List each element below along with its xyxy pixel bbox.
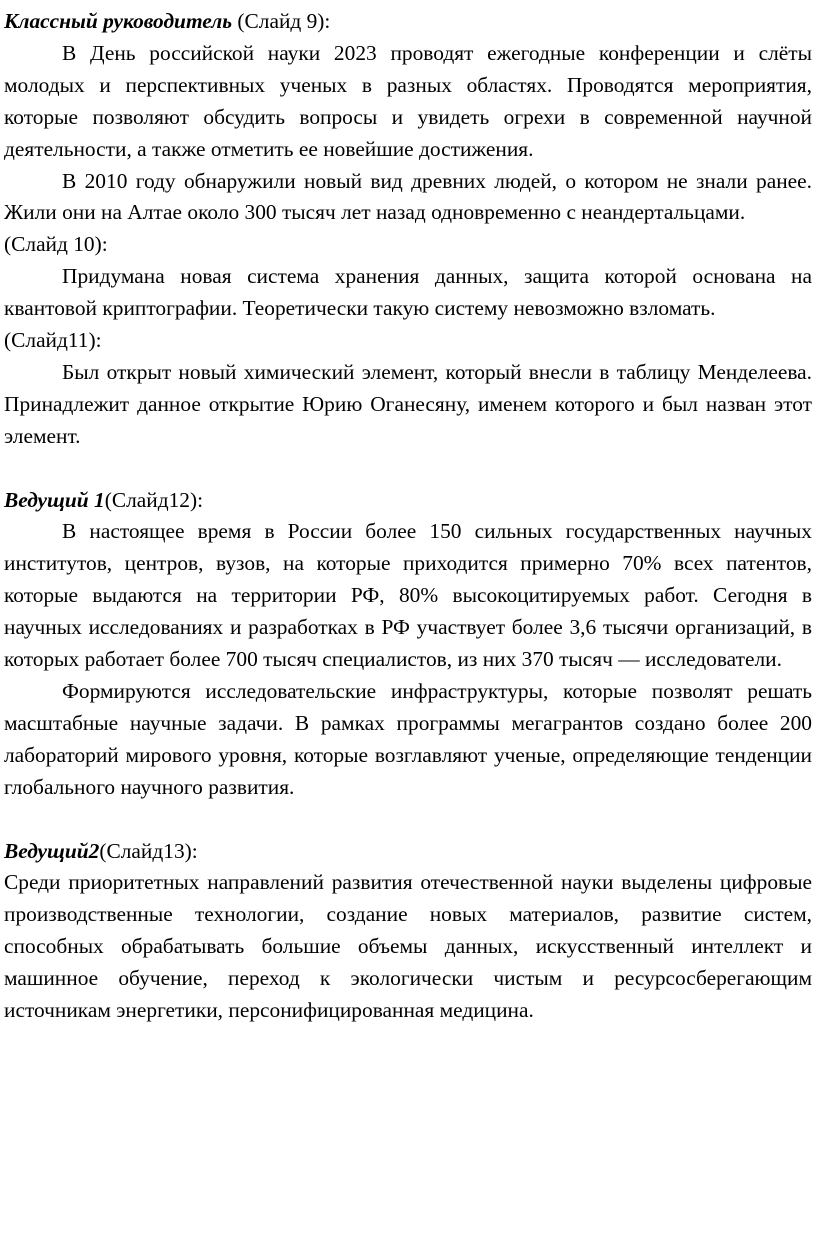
- paragraph: Придумана новая система хранения данных, защита которой основана на квантовой криптографии. Теоретически такую систему невозможно взломать.: [4, 264, 812, 321]
- speaker-heading: [4, 485, 812, 517]
- slide-ref: (Слайд12):: [104, 487, 204, 512]
- speaker-heading: [4, 836, 812, 868]
- slide-ref: (Слайд 9):: [232, 9, 331, 33]
- speaker-name: Ведущий2: [4, 838, 100, 863]
- blank-line: [4, 453, 812, 485]
- slide-ref: (Слайд 10):: [4, 232, 108, 257]
- paragraph: Среди приоритетных направлений развития отечественной науки выделены цифровые производственные технологии, создание новых материалов, развитие систем, способных обрабатывать большие объемы данных, искусственный интеллект и машинное обучение, переход к экологически чистым и ресурсосберегающим источникам энергетики, персонифицированная медицина.: [4, 870, 812, 1023]
- paragraph: Формируются исследовательские инфраструктуры, которые позволят решать масштабные научные задачи. В рамках программы мегагрантов создано более 200 лабораторий мирового уровня, которые возглавляют ученые, определяющие тенденции глобального научного развития.: [4, 679, 812, 799]
- paragraph: В День российской науки 2023 проводят ежегодные конференции и слёты молодых и перспективных ученых в разных областях. Проводятся мероприятия, которые позволяют обсудить вопросы и увидеть огрехи в современной научной деятельности, а также отметить ее новейшие достижения.: [4, 40, 812, 161]
- blank-line: [4, 804, 812, 836]
- speaker-name: Ведущий 1: [4, 487, 105, 512]
- speaker-heading: [4, 6, 812, 38]
- paragraph: В 2010 году обнаружили новый вид древних людей, о котором не знали ранее. Жили они на Алтае около 300 тысяч лет назад одновременно с неандертальцами.: [4, 168, 812, 225]
- paragraph: В настоящее время в России более 150 сильных государственных научных институтов, центров, вузов, на которые приходится примерно 70% всех патентов, которые выдаются на территории РФ, 80% высокоцитируемых работ. Сегодня в научных исследованиях и разработках в РФ участвует более 3,6 тысячи организаций, в которых работает более 700 тысяч специалистов, из них 370 тысяч — исследователи.: [4, 519, 812, 672]
- slide-ref: (Слайд11):: [4, 328, 102, 353]
- speaker-name: Классный руководитель: [4, 9, 233, 33]
- paragraph: Был открыт новый химический элемент, который внесли в таблицу Менделеева. Принадлежит данное открытие Юрию Оганесяну, именем которого и был назван этот элемент.: [4, 359, 812, 448]
- slide-ref: (Слайд13):: [99, 838, 198, 863]
- document-page: [4, 6, 812, 1027]
